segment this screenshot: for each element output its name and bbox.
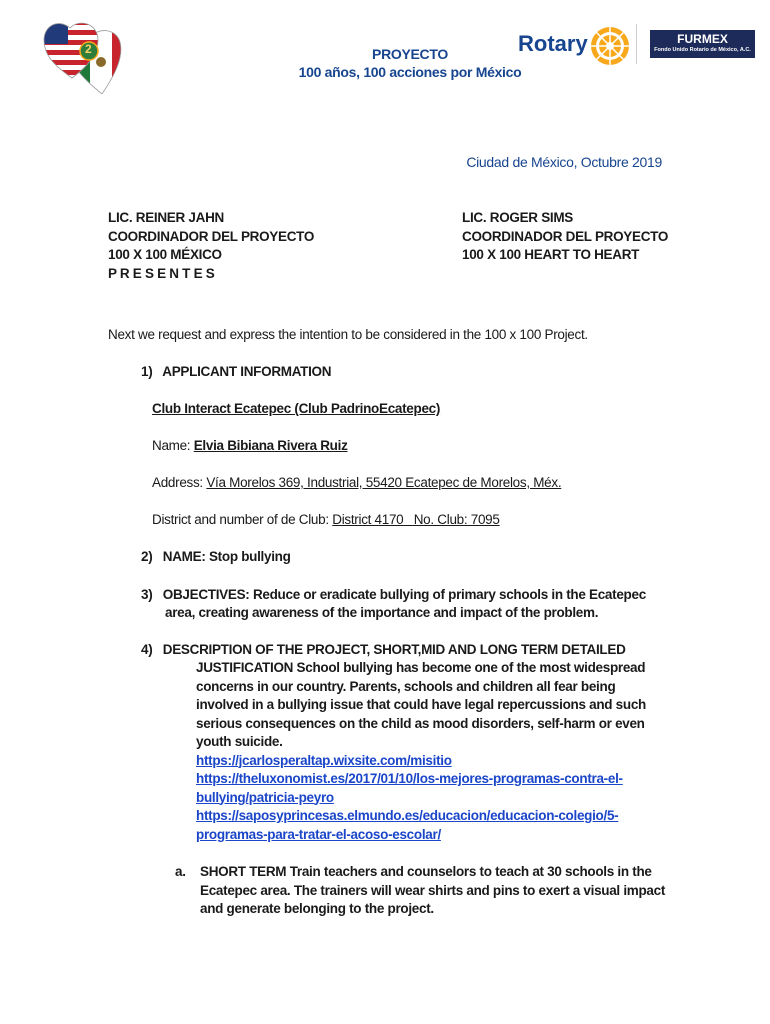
furmex-logo	[650, 30, 755, 58]
justification-line: concerns in our country. Parents, schools and children all fear being	[196, 678, 616, 694]
place-date: Ciudad de México, Octubre 2019	[466, 154, 662, 170]
rotary-logo	[518, 22, 633, 72]
short-term-line: Ecatepec area. The trainers will wear shirts and pins to exert a visual impact	[200, 882, 666, 898]
club-name: Club Interact Ecatepec (Club PadrinoEcatepec)	[152, 401, 441, 416]
short-term-line: and generate belonging to the project.	[200, 901, 434, 916]
applicant-address	[152, 474, 561, 492]
reference-link[interactable]: bullying/patricia-peyro	[196, 789, 334, 805]
recipient-left-line: COORDINADOR DEL PROYECTO	[108, 228, 315, 244]
recipient-right-line: LIC. ROGER SIMS	[462, 210, 574, 225]
project-name-label: NAME:	[162, 549, 209, 564]
recipient-right-line: 100 X 100 HEART TO HEART	[462, 247, 640, 262]
recipient-right	[462, 209, 668, 265]
document-subtitle: 100 años, 100 acciones por México	[298, 64, 522, 80]
logo-badge-number: 2	[85, 42, 92, 56]
district-value: District 4170 No. Club: 7095	[332, 512, 500, 527]
justification-line: involved in a bullying issue that could have legal repercussions and such	[196, 697, 646, 712]
justification-line: serious consequences on the child as mood disorders, self-harm or even	[196, 715, 645, 731]
project-name-value: Stop bullying	[208, 549, 291, 564]
section-number: 1)	[141, 364, 153, 379]
reference-link[interactable]: https://saposyprincesas.elmundo.es/educacion/educacion-colegio/5-	[196, 808, 619, 823]
section-number: 2)	[141, 549, 153, 564]
recipient-left-line: 100 X 100 MÉXICO	[108, 247, 222, 262]
section-number: 3)	[141, 587, 153, 602]
recipient-right-line: COORDINADOR DEL PROYECTO	[462, 228, 669, 244]
address-value: Vía Morelos 369, Industrial, 55420 Ecatepec de Morelos, Méx.	[206, 475, 562, 490]
header-divider	[636, 24, 637, 64]
sub-item-letter: a.	[175, 864, 186, 879]
short-term-paragraph	[200, 863, 665, 919]
furmex-subtitle: Fondo Unido Rotario de México, A.C.	[654, 47, 751, 53]
recipient-left	[108, 209, 314, 283]
name-value: Elvia Bibiana Rivera Ruiz	[193, 438, 348, 453]
reference-link[interactable]: https://jcarlosperaltap.wixsite.com/misitio	[196, 752, 452, 768]
objectives-line: Reduce or eradicate bullying of primary schools in the Ecatepec	[252, 587, 646, 602]
applicant-district	[152, 511, 500, 529]
document-title: PROYECTO	[372, 46, 448, 62]
intro-paragraph: Next we request and express the intention to be considered in the 100 x 100 Project.	[108, 327, 588, 342]
applicant-name	[152, 437, 348, 455]
objectives-line: area, creating awareness of the importance and impact of the problem.	[165, 605, 599, 620]
recipient-left-line: LIC. REINER JAHN	[108, 210, 224, 225]
section-1-heading	[141, 363, 331, 381]
section-3	[141, 586, 646, 604]
justification-line: JUSTIFICATION School bullying has become one of the most widespread	[196, 660, 646, 675]
reference-link[interactable]: programas-para-tratar-el-acoso-escolar/	[196, 826, 441, 842]
short-term-line: SHORT TERM Train teachers and counselors to teach at 30 schools in the	[200, 864, 652, 879]
objectives-label: OBJECTIVES:	[162, 587, 253, 602]
section-number: 4)	[141, 642, 153, 657]
district-label: District and number of de Club:	[152, 512, 333, 527]
section-2	[141, 548, 291, 566]
address-label: Address:	[152, 475, 207, 490]
justification-line: youth suicide.	[196, 734, 283, 749]
rotary-wheel-icon	[588, 24, 632, 68]
rotary-wordmark: Rotary	[518, 31, 588, 56]
section-title: APPLICANT INFORMATION	[162, 364, 332, 379]
section-title: DESCRIPTION OF THE PROJECT, SHORT,MID AND LONG TERM DETAILED	[162, 642, 626, 657]
furmex-title: FURMEX	[677, 32, 728, 46]
reference-link[interactable]: https://theluxonomist.es/2017/01/10/los-mejores-programas-contra-el-	[196, 771, 623, 786]
section-4-heading	[141, 641, 626, 659]
justification-paragraph	[196, 659, 646, 844]
name-label: Name:	[152, 438, 194, 453]
recipient-left-line: P R E S E N T E S	[108, 265, 215, 281]
